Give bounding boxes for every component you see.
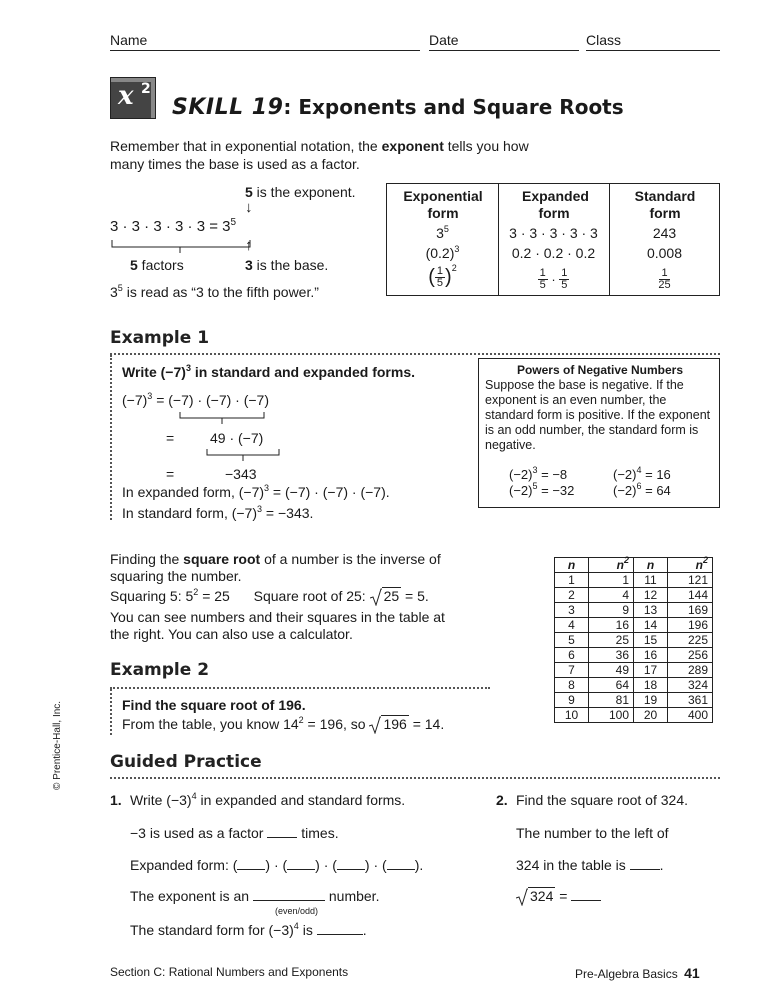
- table-cell: 361: [668, 693, 713, 708]
- table-cell: 4: [589, 588, 634, 603]
- q2-line-b: 324 in the table is .: [516, 857, 664, 873]
- header-standard: Standard form: [634, 188, 696, 221]
- intro-text: Remember that in exponential notation, the exponent tells you how many times the base is used as a factor.: [110, 138, 529, 172]
- table-cell: 1: [555, 573, 589, 588]
- neg-box-ex4: $(-2)^6 = 64$: [613, 481, 671, 498]
- base-label: 3 is the base.: [245, 257, 329, 273]
- answer-blank[interactable]: [267, 826, 297, 838]
- table-cell: 121: [668, 573, 713, 588]
- answer-blank[interactable]: [571, 889, 601, 901]
- answer-blank[interactable]: [253, 889, 325, 901]
- name-label: Name: [110, 32, 148, 48]
- up-arrow-icon: ↑: [245, 237, 253, 254]
- skill-title: : Exponents and Square Roots: [283, 95, 624, 119]
- table-row: [555, 573, 713, 588]
- row3-exponential: ( $\frac{1}{5}$ )$^2$: [428, 263, 457, 289]
- table-row: [555, 648, 713, 663]
- example1-heading: Example 1: [110, 328, 210, 348]
- example1-eq2: =: [166, 430, 175, 446]
- table-cell: 49: [589, 663, 634, 678]
- table-cell: 5: [555, 633, 589, 648]
- footer-section: Section C: Rational Numbers and Exponents: [110, 965, 349, 979]
- neg-box-text: Suppose the base is negative. If the exponent is an even number, the standard form is positive. If the exponent is an odd number, the standard form is negative.: [485, 378, 711, 452]
- square-root-table-note: You can see numbers and their squares in the table at the right. You can also use a calculator.: [110, 609, 445, 642]
- page-title: [172, 94, 624, 120]
- forms-table: [386, 183, 720, 296]
- table-cell: 20: [634, 708, 668, 723]
- neg-box-ex1: $(-2)^3 = -8$: [509, 465, 568, 482]
- answer-blank[interactable]: [317, 923, 363, 935]
- example1-expanded: In expanded form, $(-7)^3 = (-7) \cdot (-7) \cdot (-7)$.: [122, 483, 390, 500]
- example1-brace1: [178, 410, 268, 426]
- example2-rule: [110, 689, 112, 735]
- sqrt-symbol: 25: [370, 588, 402, 604]
- answer-blank[interactable]: [337, 858, 365, 870]
- answer-blank[interactable]: [237, 858, 265, 870]
- factors-label: 5 factors: [130, 257, 184, 273]
- table-row: [555, 678, 713, 693]
- example1-line3: −343: [225, 466, 257, 482]
- guided-heading: Guided Practice: [110, 752, 262, 772]
- table-cell: 11: [634, 573, 668, 588]
- neg-box-ex3: $(-2)^5 = -32$: [509, 481, 575, 498]
- table-cell: 400: [668, 708, 713, 723]
- exponent-note: 5 is the exponent.: [245, 184, 356, 200]
- table-row: [555, 693, 713, 708]
- table-cell: 3: [555, 603, 589, 618]
- x-squared-icon: x 2: [110, 77, 156, 119]
- q1-exponent-line: The exponent is an number.: [130, 888, 380, 904]
- table-cell: 64: [589, 678, 634, 693]
- table-cell: 10: [555, 708, 589, 723]
- factor-expression: $3 \cdot 3 \cdot 3 \cdot 3 \cdot 3 = 3^5$: [110, 217, 237, 235]
- table-row: [555, 603, 713, 618]
- q2-number: 2.: [496, 792, 508, 808]
- row3-expanded: $\frac{1}{5}$ · $\frac{1}{5}$: [539, 267, 568, 291]
- table-cell: 256: [668, 648, 713, 663]
- table-cell: 9: [589, 603, 634, 618]
- table-row: [555, 708, 713, 723]
- name-line[interactable]: [110, 50, 420, 51]
- table-cell: 12: [634, 588, 668, 603]
- table-cell: 18: [634, 678, 668, 693]
- answer-blank[interactable]: [287, 858, 315, 870]
- example1-rule: [110, 355, 112, 520]
- q2-text: Find the square root of 324.: [516, 792, 688, 808]
- table-cell: 19: [634, 693, 668, 708]
- table-cell: 14: [634, 618, 668, 633]
- read-as-text: $3^5$ is read as “3 to the fifth power.”: [110, 283, 319, 300]
- example1-line1: $(-7)^3 = (-7) \cdot (-7) \cdot (-7)$: [122, 391, 270, 408]
- negative-powers-box: [478, 358, 720, 508]
- table-cell: 13: [634, 603, 668, 618]
- example2-heading: Example 2: [110, 660, 210, 680]
- page-number: 41: [684, 965, 700, 981]
- example2-line: From the table, you know $14^2 = 196$, so 196 = 14.: [122, 715, 445, 732]
- guided-divider: [110, 777, 720, 779]
- table-row: [555, 588, 713, 603]
- q1-hint: (even/odd): [275, 906, 319, 916]
- table-cell: 16: [589, 618, 634, 633]
- col-n2: $n^2$: [668, 558, 713, 573]
- row1-standard: 243: [652, 225, 677, 241]
- col-n: n: [634, 558, 668, 573]
- table-cell: 36: [589, 648, 634, 663]
- table-cell: 169: [668, 603, 713, 618]
- factors-brace: [110, 238, 255, 254]
- footer-book: Pre-Algebra Basics 41: [575, 965, 700, 981]
- example1-prompt: Write $(-7)^3$ in standard and expanded forms.: [122, 363, 415, 380]
- q2-line-a: The number to the left of: [516, 825, 669, 841]
- row1-exponential: $3^5$: [436, 224, 449, 241]
- table-cell: 15: [634, 633, 668, 648]
- table-cell: 16: [634, 648, 668, 663]
- table-cell: 9: [555, 693, 589, 708]
- row2-standard: 0.008: [646, 245, 683, 261]
- answer-blank[interactable]: [630, 858, 660, 870]
- table-cell: 289: [668, 663, 713, 678]
- q1-standard-line: The standard form for $(-3)^4$ is .: [130, 921, 367, 938]
- square-root-intro: Finding the square root of a number is the inverse of squaring the number.: [110, 551, 441, 584]
- class-line[interactable]: [586, 50, 720, 51]
- header-exponential: Exponential form: [403, 188, 483, 221]
- table-cell: 100: [589, 708, 634, 723]
- example1-eq3: =: [166, 466, 175, 482]
- col-n2: $n^2$: [589, 558, 634, 573]
- example1-standard: In standard form, $(-7)^3 = -343$.: [122, 504, 314, 521]
- table-cell: 7: [555, 663, 589, 678]
- example2-prompt: Find the square root of 196.: [122, 697, 306, 713]
- table-cell: 2: [555, 588, 589, 603]
- row2-exponential: $(0.2)^3$: [425, 244, 460, 261]
- q1-expanded-line: Expanded form: ( ) · ( ) · ( ) · ( ).: [130, 857, 424, 873]
- col-n: n: [555, 558, 589, 573]
- table-row: [555, 618, 713, 633]
- squares-table: [554, 557, 713, 723]
- sqrt-symbol: 324: [516, 888, 555, 904]
- example2-divider: [110, 687, 490, 689]
- table-cell: 324: [668, 678, 713, 693]
- q2-line-c: 324 =: [516, 888, 601, 904]
- example1-divider: [110, 353, 720, 355]
- row2-expanded: 0.2 · 0.2 · 0.2: [511, 245, 596, 261]
- date-line[interactable]: [429, 50, 579, 51]
- q1-number: 1.: [110, 792, 122, 808]
- table-cell: 1: [589, 573, 634, 588]
- neg-box-title: Powers of Negative Numbers: [516, 363, 684, 377]
- example1-line2: 49 · (−7): [210, 430, 264, 446]
- q1-factor-line: −3 is used as a factor times.: [130, 825, 339, 841]
- answer-blank[interactable]: [387, 858, 415, 870]
- down-arrow-icon: ↓: [245, 199, 253, 216]
- table-cell: 225: [668, 633, 713, 648]
- table-row: [555, 633, 713, 648]
- row3-standard: $\frac{1}{25}$: [658, 267, 671, 291]
- skill-number: SKILL 19: [172, 95, 284, 120]
- table-cell: 8: [555, 678, 589, 693]
- example1-brace2: [205, 447, 285, 463]
- table-cell: 4: [555, 618, 589, 633]
- header-expanded: Expanded form: [522, 188, 589, 221]
- date-label: Date: [429, 32, 459, 48]
- squaring-line: Squaring 5: $5^2 = 25$ Square root of 25: 25 = 5.: [110, 587, 429, 604]
- copyright: © Prentice-Hall, Inc.: [52, 700, 63, 790]
- table-cell: 17: [634, 663, 668, 678]
- table-cell: 25: [589, 633, 634, 648]
- table-cell: 196: [668, 618, 713, 633]
- q1-text: Write $(-3)^4$ in expanded and standard forms.: [130, 791, 406, 808]
- table-row: [555, 663, 713, 678]
- table-cell: 6: [555, 648, 589, 663]
- row1-expanded: 3 · 3 · 3 · 3 · 3: [509, 225, 598, 241]
- table-cell: 144: [668, 588, 713, 603]
- sqrt-symbol: 196: [369, 716, 408, 732]
- class-label: Class: [586, 32, 622, 48]
- table-cell: 81: [589, 693, 634, 708]
- neg-box-ex2: $(-2)^4 = 16$: [613, 465, 671, 482]
